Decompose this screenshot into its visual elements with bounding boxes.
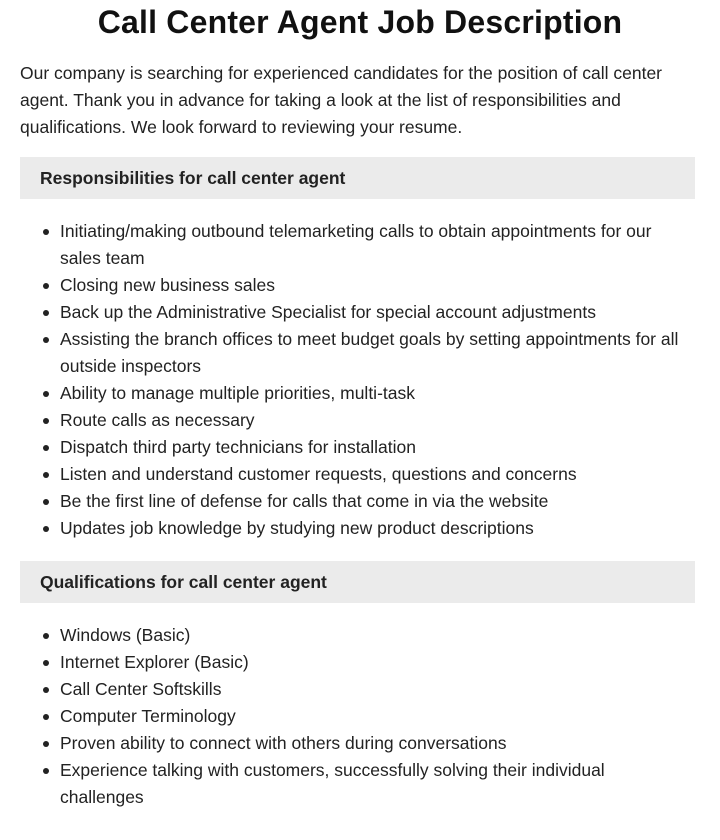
- list-item: Listen and understand customer requests, questions and concerns: [60, 461, 680, 488]
- page-title: Call Center Agent Job Description: [97, 4, 623, 40]
- responsibilities-list: [0, 218, 680, 542]
- qualifications-heading: Qualifications for call center agent: [20, 561, 695, 603]
- qualifications-list: [0, 622, 680, 811]
- responsibilities-heading: Responsibilities for call center agent: [20, 157, 695, 199]
- list-item: Internet Explorer (Basic): [60, 649, 680, 676]
- list-item: Call Center Softskills: [60, 676, 680, 703]
- list-item: Windows (Basic): [60, 622, 680, 649]
- list-item: Dispatch third party technicians for installation: [60, 434, 680, 461]
- list-item: Closing new business sales: [60, 272, 680, 299]
- list-item: Ability to manage multiple priorities, multi-task: [60, 380, 680, 407]
- list-item: Experience talking with customers, successfully solving their individual challenges: [60, 757, 680, 811]
- list-item: Proven ability to connect with others during conversations: [60, 730, 680, 757]
- list-item: Be the first line of defense for calls that come in via the website: [60, 488, 680, 515]
- intro-paragraph: Our company is searching for experienced candidates for the position of call center agent. Thank you in advance for taking a look at the list of responsibilities and qualifications. We look forward to reviewing your resume.: [20, 63, 663, 137]
- list-item: Computer Terminology: [60, 703, 680, 730]
- list-item: Back up the Administrative Specialist for special account adjustments: [60, 299, 680, 326]
- list-item: Updates job knowledge by studying new product descriptions: [60, 515, 680, 542]
- list-item: Assisting the branch offices to meet budget goals by setting appointments for all outside inspectors: [60, 326, 680, 380]
- list-item: Initiating/making outbound telemarketing calls to obtain appointments for our sales team: [60, 218, 680, 272]
- list-item: Route calls as necessary: [60, 407, 680, 434]
